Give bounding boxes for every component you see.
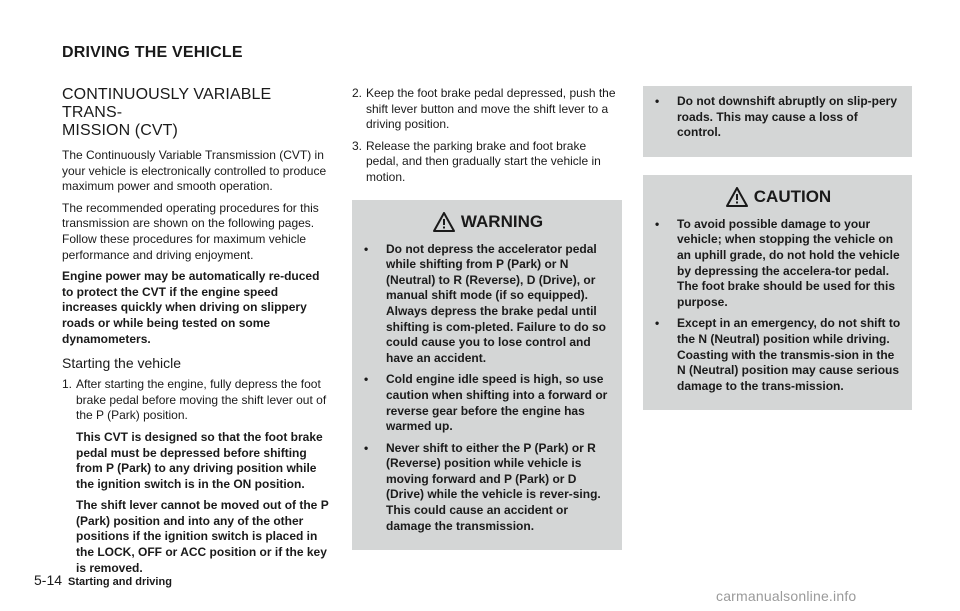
warning-triangle-icon — [433, 212, 455, 232]
watermark: carmanualsonline.info — [716, 588, 857, 604]
subsection-title: Starting the vehicle — [62, 355, 182, 372]
warning-header: WARNING — [364, 208, 612, 236]
warning-item: • Do not depress the accelerator pedal while shifting from P (Park) or N (Neutral) to R (Reverse), D (Drive), or manual shift mode (if so equipped). Always depress the brake pedal until shifting is com-pleted. Failure to do so could cause you to lose control and have an accident. — [364, 241, 607, 365]
step-3: 3. Release the parking brake and foot brake pedal, and then gradually start the vehicle in motion. — [352, 138, 601, 184]
caution-item: • To avoid possible damage to your vehicle; when stopping the vehicle on an uphill grade, do not hold the vehicle by depressing the accelera-tor pedal. The foot brake should be used for this purpose. — [655, 216, 900, 309]
page-number: 5-14 — [34, 572, 63, 588]
caution-list — [655, 217, 902, 395]
caution-item: • Except in an emergency, do not shift to the N (Neutral) position while driving. Coasting with the transmis-sion in the N (Neutral) position may cause serious damage to the trans-mission. — [655, 316, 901, 393]
section-title: CONTINUOUSLY VARIABLE TRANS- MISSION (CVT) — [62, 86, 272, 139]
caution-triangle-icon — [726, 187, 748, 207]
engine-power-note: Engine power may be automatically re-duced to protect the CVT if the engine speed increases quickly when driving on slippery roads or while being tested on some dynamometers. — [62, 269, 320, 346]
step-1-note-1: This CVT is designed so that the foot brake pedal must be depressed before shifting from P (Park) to any driving position while the ignition switch is in the ON position. — [76, 429, 323, 491]
footer-section: Starting and driving — [68, 576, 172, 588]
warning-list — [364, 242, 612, 535]
warning-box-continued — [643, 86, 912, 157]
column-3 — [643, 86, 912, 410]
warning-item: • Do not downshift abruptly on slip-pery roads. This may cause a loss of control. — [655, 94, 897, 140]
column-1 — [62, 86, 330, 582]
starting-steps-continued — [352, 86, 622, 186]
intro-paragraph: The Continuously Variable Transmission (CVT) in your vehicle is electronically controlled to produce maximum power and smooth operation. — [62, 148, 327, 194]
step-2: 2. Keep the foot brake pedal depressed, push the shift lever button and move the shift lever to a driving position. — [352, 86, 616, 132]
column-2 — [352, 86, 622, 550]
warning-item: • Cold engine idle speed is high, so use caution when shifting into a forward or reverse gear before the engine has warmed up. — [364, 372, 608, 434]
procedures-paragraph: The recommended operating procedures for this transmission are shown on the following pages. Follow these procedures for maximum vehicle performance and driving enjoyment. — [62, 200, 319, 262]
caution-header: CAUTION — [655, 183, 902, 211]
caution-box — [643, 175, 912, 411]
page-header: DRIVING THE VEHICLE — [62, 44, 243, 61]
page-footer — [34, 572, 172, 588]
starting-steps — [62, 377, 330, 576]
step-1-note-2: The shift lever cannot be moved out of the P (Park) position and into any of the other positions if the ignition switch is placed in the LOCK, OFF or ACC position or if the key is removed. — [76, 498, 329, 575]
step-1: 1. After starting the engine, fully depress the foot brake pedal before moving the shift lever out of the P (Park) position. This CVT is designed so that the foot brake pedal must be depressed before shifting from P (Park) to any driving position while the ignition switch is in the ON position. The shift lever cannot be moved out of the P (Park) position and into any of the other positions if the ignition switch is placed in the LOCK, OFF or ACC position or if the key is removed. — [62, 377, 329, 575]
warning-box — [352, 200, 622, 551]
warning-item: • Never shift to either the P (Park) or R (Reverse) position while vehicle is moving forward and P (Park) or D (Drive) while the vehicle is rever-sing. This could cause an accident or damage the transmission. — [364, 440, 601, 533]
